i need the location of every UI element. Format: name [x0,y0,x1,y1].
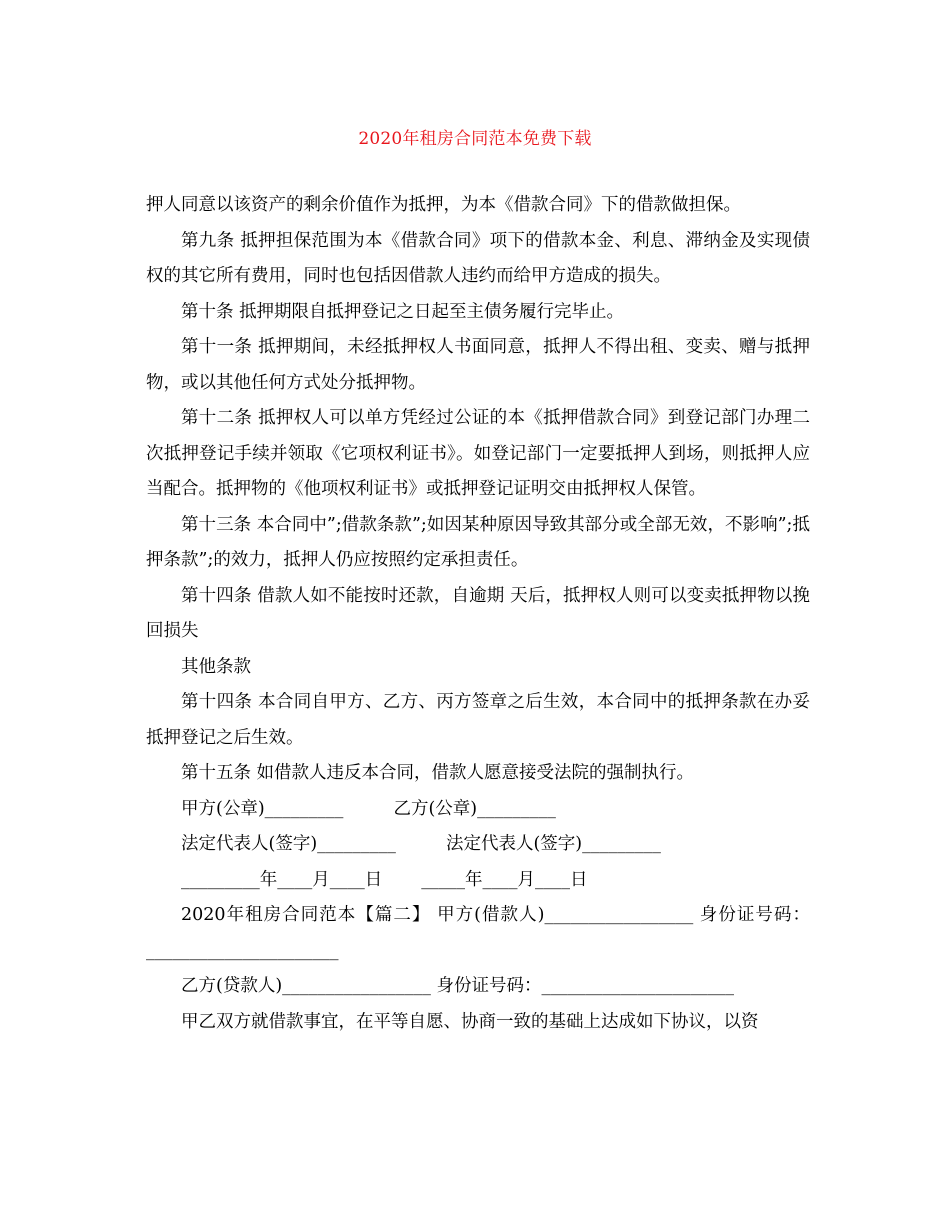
paragraph: 2020年租房合同范本【篇二】 甲方(借款人)_________________ 身份证号码：______________________ [146,905,810,961]
paragraph: 第十条 抵押期限自抵押登记之日起至主债务履行完毕止。 [181,301,625,322]
paragraph: 第十四条 借款人如不能按时还款，自逾期 天后，抵押权人则可以变卖抵押物以挽回损失 [146,585,810,641]
signature-row-representative: 法定代表人(签字)_________ 法定代表人(签字)_________ [181,834,661,854]
paragraph: 第十四条 本合同自甲方、乙方、丙方签章之后生效，本合同中的抵押条款在办妥抵押登记之后生效。 [146,692,810,748]
paragraph: 甲乙双方就借款事宜，在平等自愿、协商一致的基础上达成如下协议，以资 [181,1011,759,1032]
section-heading: 其他条款 [181,656,251,677]
paragraph: 押人同意以该资产的剩余价值作为抵押，为本《借款合同》下的借款做担保。 [146,195,741,215]
paragraph: 第十二条 抵押权人可以单方凭经过公证的本《抵押借款合同》到登记部门办理二次抵押登记手续并领取《它项权利证书》。如登记部门一定要抵押人到场，则抵押人应当配合。抵押物的《他项权利证书》或抵押登记证明交由抵押权人保管。 [146,408,810,499]
document-body [146,188,810,1040]
signature-row-seal: 甲方(公章)_________ 乙方(公章)_________ [181,798,556,819]
paragraph: 乙方(贷款人)_________________ 身份证号码：______________________ [181,976,734,996]
paragraph: 第十三条 本合同中”;借款条款”;如因某种原因导致其部分或全部无效，不影响”;抵押条款”;的效力，抵押人仍应按照约定承担责任。 [146,514,810,570]
paragraph: 第十一条 抵押期间，未经抵押权人书面同意，抵押人不得出租、变卖、赠与抵押物，或以其他任何方式处分抵押物。 [146,337,810,393]
paragraph: 第九条 抵押担保范围为本《借款合同》项下的借款本金、利息、滞纳金及实现债权的其它所有费用，同时也包括因借款人违约而给甲方造成的损失。 [146,230,810,286]
signature-row-date: _________年____月____日 _____年____月____日 [181,869,588,890]
paragraph: 第十五条 如借款人违反本合同，借款人愿意接受法院的强制执行。 [181,763,695,783]
page-title: 2020年租房合同范本免费下载 [358,129,592,149]
